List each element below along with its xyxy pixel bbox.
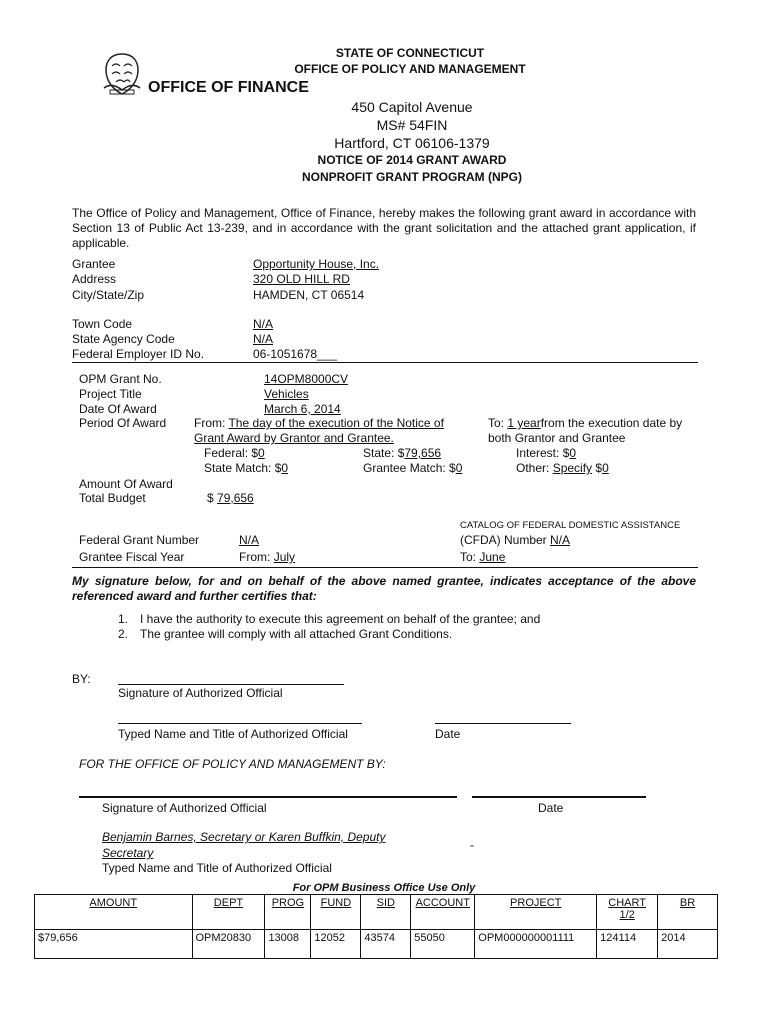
- col-sid: SID: [361, 895, 411, 930]
- total-budget-prefix: $: [207, 491, 214, 505]
- cfda-number: [460, 533, 570, 547]
- federal-grant-number-label: Federal Grant Number: [79, 533, 200, 547]
- grant-no-label: OPM Grant No.: [79, 372, 162, 386]
- period-from: [194, 416, 444, 430]
- project-title-label: Project Title: [79, 387, 142, 401]
- cert-item-2-number: 2.: [118, 627, 129, 641]
- grantee-value: Opportunity House, Inc.: [253, 257, 380, 271]
- federal-value: 0: [258, 446, 265, 460]
- city-value: HAMDEN, CT 06514: [253, 288, 365, 302]
- state-amount: [363, 446, 441, 460]
- other-specify: Specify: [552, 461, 593, 475]
- address-label: Address: [72, 272, 117, 286]
- grantee-typed-name-label: Typed Name and Title of Authorized Official: [118, 727, 348, 741]
- fiscal-from-prefix: From:: [239, 550, 271, 564]
- fiscal-year-label: Grantee Fiscal Year: [79, 550, 185, 564]
- office-policy-heading: OFFICE OF POLICY AND MANAGEMENT: [294, 62, 526, 76]
- grantee-match-value: 0: [455, 461, 463, 475]
- cfda-value: N/A: [550, 533, 571, 547]
- grantee-signature-line[interactable]: [118, 684, 344, 685]
- cert-item-1: I have the authority to execute this agreement on behalf of the grantee; and: [140, 612, 541, 626]
- total-budget-label: Total Budget: [79, 491, 146, 505]
- grantee-label: Grantee: [72, 257, 116, 271]
- other-label: Other:: [516, 461, 550, 475]
- project-title-value: Vehicles: [264, 387, 309, 401]
- col-dept: DEPT: [192, 895, 265, 930]
- agency-code-label: State Agency Code: [72, 332, 175, 346]
- town-code-label: Town Code: [72, 317, 133, 331]
- interest-label: Interest: $: [516, 446, 570, 460]
- col-amount: AMOUNT: [35, 895, 193, 930]
- col-fund: FUND: [311, 895, 361, 930]
- other-value: 0: [602, 461, 609, 475]
- total-budget-value: 79,656: [217, 491, 254, 505]
- fiscal-to-prefix: To:: [460, 550, 477, 564]
- other-dollar: $: [595, 461, 603, 475]
- address-line-1: 450 Capitol Avenue: [351, 99, 473, 115]
- col-chart: CHART 1/2: [597, 895, 658, 930]
- address-line-3: Hartford, CT 06106-1379: [334, 135, 490, 151]
- grantee-match-amount: [363, 461, 462, 475]
- opm-signature-line[interactable]: [79, 796, 457, 798]
- cfda-label: (CFDA) Number: [460, 533, 547, 547]
- opm-date-label: Date: [538, 801, 564, 815]
- federal-amount: [204, 446, 265, 460]
- grantee-typed-name-line[interactable]: [118, 723, 362, 724]
- address-value: 320 OLD HILL RD: [253, 272, 350, 286]
- opm-name-line-2: Secretary: [102, 846, 154, 860]
- fein-value: 06-1051678___: [253, 347, 338, 361]
- notice-title: NOTICE OF 2014 GRANT AWARD: [317, 153, 507, 167]
- opm-name-line-1: Benjamin Barnes, Secretary or Karen Buffkin, Deputy: [102, 830, 386, 844]
- state-match-amount: [204, 461, 288, 475]
- cfda-heading: CATALOG OF FEDERAL DOMESTIC ASSISTANCE: [460, 520, 681, 531]
- col-br: BR: [658, 895, 718, 930]
- interest-value: 0: [569, 446, 577, 460]
- office-use-table: [34, 894, 718, 959]
- cell-amount: $79,656: [35, 930, 193, 959]
- period-to: [488, 416, 682, 430]
- cert-item-1-number: 1.: [118, 612, 129, 626]
- opm-heading: FOR THE OFFICE OF POLICY AND MANAGEMENT BY:: [79, 757, 386, 771]
- date-of-award-value: March 6, 2014: [264, 402, 341, 416]
- cell-br: 2014: [658, 930, 718, 959]
- fiscal-to-value: June: [479, 550, 506, 564]
- agency-code-value: N/A: [253, 332, 274, 346]
- cell-project: OPM000000001111: [475, 930, 597, 959]
- cell-fund: 12052: [311, 930, 361, 959]
- amount-of-award-label: Amount Of Award: [79, 477, 173, 491]
- address-line-2: MS# 54FIN: [376, 117, 448, 133]
- other-amount: [516, 461, 609, 475]
- office-use-title: For OPM Business Office Use Only: [292, 882, 476, 894]
- federal-label: Federal: $: [204, 446, 259, 460]
- cell-prog: 13008: [265, 930, 311, 959]
- col-prog: PROG: [265, 895, 311, 930]
- cert-item-2: The grantee will comply with all attached Grant Conditions.: [140, 627, 453, 641]
- period-to-rest: from the execution date by: [540, 416, 683, 430]
- city-label: City/State/Zip: [72, 288, 145, 302]
- fiscal-from-value: July: [273, 550, 296, 564]
- grantee-date-label: Date: [435, 727, 461, 741]
- grant-no-value: 14OPM8000CV: [264, 372, 349, 386]
- grantee-date-line[interactable]: [435, 723, 571, 724]
- fiscal-from: [239, 550, 295, 564]
- interest-amount: [516, 446, 576, 460]
- state-heading: STATE OF CONNECTICUT: [335, 46, 485, 60]
- period-from-value-line2: Grant Award by Grantor and Grantee.: [194, 431, 394, 445]
- opm-signature-label: Signature of Authorized Official: [102, 801, 267, 815]
- opm-date-line[interactable]: [472, 796, 646, 798]
- section-divider: [72, 362, 698, 363]
- office-finance-heading: OFFICE OF FINANCE: [148, 79, 309, 96]
- state-match-value: 0: [281, 461, 289, 475]
- period-to-line2: both Grantor and Grantee: [488, 431, 626, 445]
- table-row: [35, 930, 718, 959]
- grantee-match-label: Grantee Match: $: [363, 461, 456, 475]
- period-label: Period Of Award: [79, 416, 167, 430]
- state-value: 79,656: [404, 446, 442, 460]
- period-to-value: 1 year: [507, 416, 541, 430]
- cell-account: 55050: [411, 930, 475, 959]
- federal-grant-number-value: N/A: [239, 533, 260, 547]
- fiscal-to: [460, 550, 505, 564]
- col-project: PROJECT: [475, 895, 597, 930]
- date-of-award-label: Date Of Award: [79, 402, 157, 416]
- section-divider-2: [72, 567, 698, 568]
- cell-sid: 43574: [361, 930, 411, 959]
- total-budget: [207, 491, 254, 505]
- town-code-value: N/A: [253, 317, 274, 331]
- cell-chart: 124114: [597, 930, 658, 959]
- opm-dash: -: [470, 838, 474, 852]
- col-account: ACCOUNT: [411, 895, 475, 930]
- certification-statement: My signature below, for and on behalf of the above named grantee, indicates acceptance of the above referenced award and further certifies that:: [72, 574, 696, 603]
- state-seal-icon: [102, 52, 142, 96]
- by-label: BY:: [72, 672, 91, 686]
- period-from-value: The day of the execution of the Notice of: [228, 416, 444, 430]
- program-title: NONPROFIT GRANT PROGRAM (NPG): [302, 170, 522, 184]
- office-use-header-row: [35, 895, 718, 930]
- cell-dept: OPM20830: [192, 930, 265, 959]
- state-match-label: State Match: $: [204, 461, 282, 475]
- opm-typed-name-label: Typed Name and Title of Authorized Official: [102, 861, 332, 875]
- state-label: State: $: [363, 446, 405, 460]
- grantee-signature-label: Signature of Authorized Official: [118, 686, 283, 700]
- fein-label: Federal Employer ID No.: [72, 347, 205, 361]
- intro-paragraph: The Office of Policy and Management, Office of Finance, hereby makes the following grant award in accordance with Section 13 of Public Act 13-239, and in accordance with the grant solicitation and the attached grant application, if applicable.: [72, 206, 696, 250]
- period-from-prefix: From:: [194, 416, 226, 430]
- period-to-prefix: To:: [488, 416, 505, 430]
